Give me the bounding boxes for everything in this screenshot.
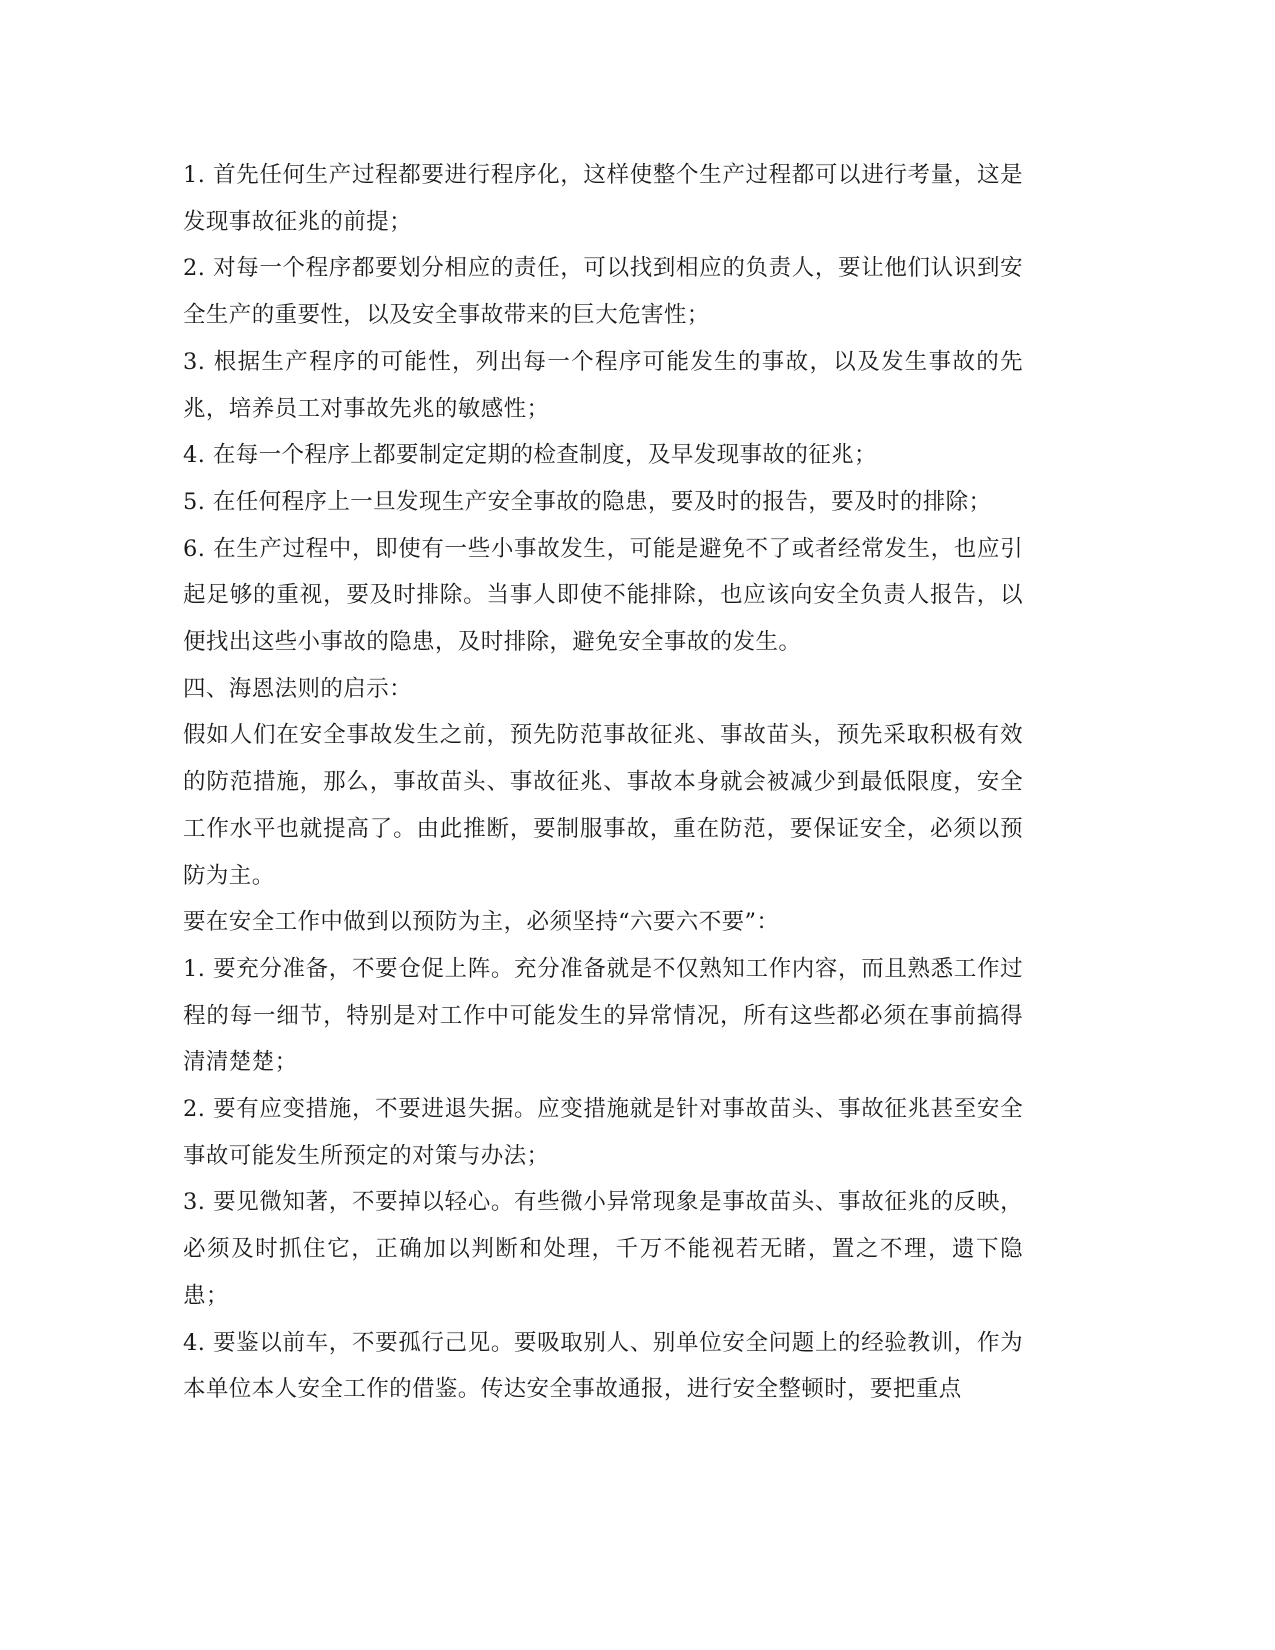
paragraph-prevention: 假如人们在安全事故发生之前，预先防范事故征兆、事故苗头，预先采取积极有效的防范措施，那么，事故苗头、事故征兆、事故本身就会被减少到最低限度，安全工作水平也就提高了。由此推断，要制服事故，重在防范，要保证安全，必须以预防为主。 [183,722,1023,889]
body-text [183,152,1023,1413]
list-item-prepare: 1. 要充分准备，不要仓促上阵。充分准备就是不仅熟知工作内容，而且熟悉工作过程的每一细节，特别是对工作中可能发生的异常情况，所有这些都必须在事前搞得清清楚楚； [183,955,1023,1076]
list-item-vigilance: 3. 要见微知著，不要掉以轻心。有些微小异常现象是事故苗头、事故征兆的反映，必须及时抓住它，正确加以判断和处理，千万不能视若无睹，置之不理，遗下隐患； [183,1189,1023,1309]
section-heading: 四、海恩法则的启示： [183,675,413,702]
list-item-lessons: 4. 要鉴以前车，不要孤行己见。要吸取别人、别单位安全问题上的经验教训，作为本单位本人安全工作的借鉴。传达安全事故通报，进行安全整顿时，要把重点 [183,1329,1023,1403]
paragraph-six-rules-intro: 要在安全工作中做到以预防为主，必须坚持“六要六不要”： [183,909,780,936]
list-item-contingency: 2. 要有应变措施，不要进退失据。应变措施就是针对事故苗头、事故征兆甚至安全事故可能发生所预定的对策与办法； [183,1096,1023,1169]
list-item-procedure: 1. 首先任何生产过程都要进行程序化，这样使整个生产过程都可以进行考量，这是发现事故征兆的前提； [183,162,1023,235]
list-item-inspection: 4. 在每一个程序上都要制定定期的检查制度，及早发现事故的征兆； [183,442,877,469]
list-item-responsibility: 2. 对每一个程序都要划分相应的责任，可以找到相应的负责人，要让他们认识到安全生产的重要性，以及安全事故带来的巨大危害性； [183,255,1023,329]
list-item-minor-accidents: 6. 在生产过程中，即使有一些小事故发生，可能是避免不了或者经常发生，也应引起足够的重视，要及时排除。当事人即使不能排除，也应该向安全负责人报告，以便找出这些小事故的隐患，及时排除，避免安全事故的发生。 [183,535,1023,656]
list-item-report: 5. 在任何程序上一旦发现生产安全事故的隐患，要及时的报告，要及时的排除； [183,488,992,515]
list-item-precursors: 3. 根据生产程序的可能性，列出每一个程序可能发生的事故，以及发生事故的先兆，培养员工对事故先兆的敏感性； [183,348,1023,422]
